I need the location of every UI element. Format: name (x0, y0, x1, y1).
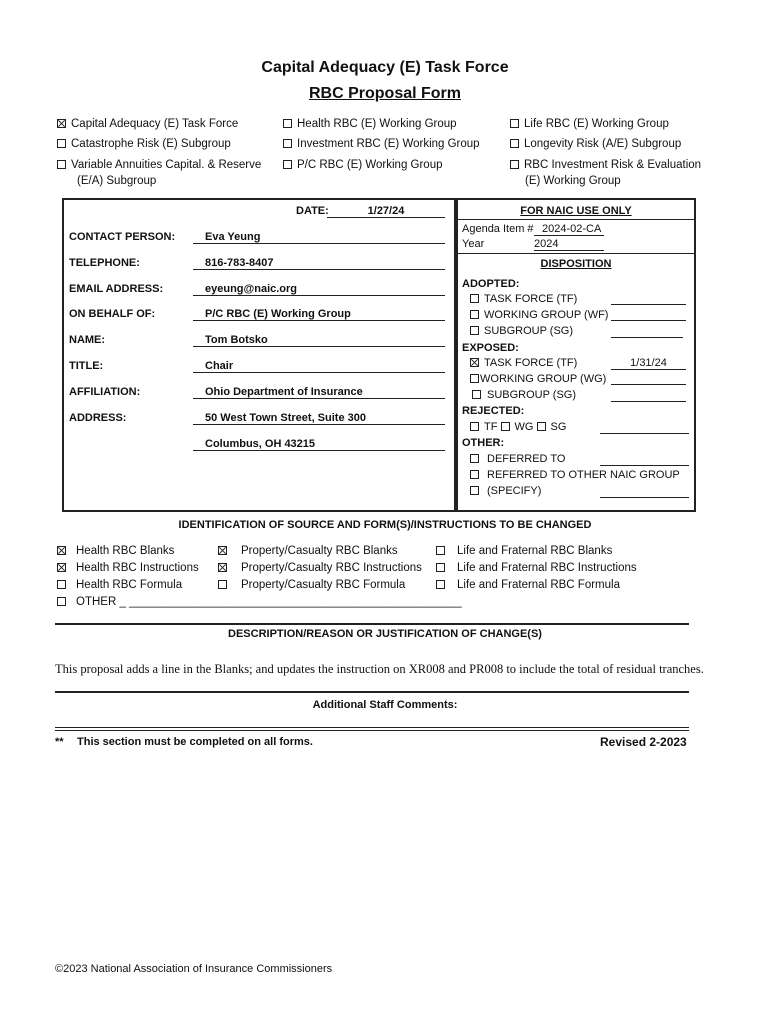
disposition-heading: DISPOSITION (540, 258, 612, 270)
form-checkbox-pc-formula[interactable]: Property/Casualty RBC Formula (218, 579, 405, 591)
email-field[interactable]: eyeung@naic.org (193, 283, 445, 296)
revised-label: Revised 2-2023 (600, 735, 687, 749)
deferred-checkbox[interactable]: DEFERRED TO (470, 453, 565, 465)
group-checkbox-longevity[interactable]: Longevity Risk (A/E) Subgroup (510, 138, 681, 150)
address-line1-field[interactable]: 50 West Town Street, Suite 300 (193, 412, 445, 425)
behalf-label: ON BEHALF OF: (69, 308, 156, 320)
checkbox-icon[interactable] (436, 563, 445, 572)
description-text: This proposal adds a line in the Blanks; and updates the instruction on XR008 and PR008 to include the total of residual tranches. (55, 662, 704, 676)
checkbox-icon[interactable] (510, 139, 519, 148)
date-field[interactable]: 1/27/24 (327, 205, 445, 218)
rejected-date-field[interactable] (600, 421, 689, 434)
checkbox-icon[interactable] (470, 454, 479, 463)
email-label: EMAIL ADDRESS: (69, 283, 164, 295)
name-label: NAME: (69, 334, 106, 346)
form-checkbox-life-formula[interactable]: Life and Fraternal RBC Formula (436, 579, 620, 591)
affiliation-label: AFFILIATION: (69, 386, 141, 398)
address-line2-field[interactable]: Columbus, OH 43215 (193, 438, 445, 451)
contact-person-label: CONTACT PERSON: (69, 231, 176, 243)
contact-box (62, 198, 456, 512)
checkbox-icon[interactable] (472, 390, 481, 399)
checkbox-icon[interactable] (470, 486, 479, 495)
group-checkbox-variable-annuities[interactable]: Variable Annuities Capital. & Reserve (57, 159, 261, 171)
group-checkbox-rbc-investment-risk[interactable]: RBC Investment Risk & Evaluation (510, 159, 701, 171)
checkbox-icon[interactable] (470, 310, 479, 319)
specify-checkbox[interactable]: (SPECIFY) (470, 485, 541, 497)
divider (55, 730, 689, 731)
date-label: DATE: (296, 205, 329, 217)
checkbox-icon[interactable] (470, 470, 479, 479)
form-checkbox-life-blanks[interactable]: Life and Fraternal RBC Blanks (436, 545, 612, 557)
rejected-tf-checkbox[interactable]: TF (470, 421, 497, 433)
divider (55, 727, 689, 728)
title-field[interactable]: Chair (193, 360, 445, 373)
adopted-wg-date-field[interactable] (611, 308, 686, 321)
staff-comments-heading: Additional Staff Comments: (312, 699, 458, 711)
checkbox-icon[interactable] (510, 160, 519, 169)
divider (458, 253, 694, 254)
checkbox-checked-icon[interactable] (57, 119, 66, 128)
agenda-label: Agenda Item # (462, 223, 534, 235)
group-label-continued: (E/A) Subgroup (77, 175, 157, 187)
checkbox-icon[interactable] (510, 119, 519, 128)
form-checkbox-life-instructions[interactable]: Life and Fraternal RBC Instructions (436, 562, 637, 574)
other-label: OTHER: (462, 437, 505, 449)
specify-field[interactable] (600, 485, 689, 498)
checkbox-icon[interactable] (57, 580, 66, 589)
telephone-label: TELEPHONE: (69, 257, 140, 269)
rejected-wg-checkbox[interactable]: WG (501, 421, 534, 433)
description-heading: DESCRIPTION/REASON OR JUSTIFICATION OF CHANGE(S) (228, 628, 542, 640)
divider (458, 219, 694, 220)
checkbox-icon[interactable] (283, 119, 292, 128)
checkbox-icon[interactable] (436, 580, 445, 589)
form-checkbox-other[interactable]: OTHER _ ____________________________________________________ (57, 596, 462, 608)
adopted-sg-checkbox[interactable]: SUBGROUP (SG) (470, 325, 573, 337)
divider (55, 691, 689, 693)
identification-heading: IDENTIFICATION OF SOURCE AND FORM(S)/INSTRUCTIONS TO BE CHANGED (178, 519, 592, 531)
checkbox-icon[interactable] (283, 160, 292, 169)
name-field[interactable]: Tom Botsko (193, 334, 445, 347)
group-checkbox-health-rbc[interactable]: Health RBC (E) Working Group (283, 118, 457, 130)
exposed-sg-date-field[interactable] (611, 389, 686, 402)
year-label: Year (462, 238, 485, 250)
required-note: This section must be completed on all forms. (77, 736, 313, 748)
telephone-field[interactable]: 816-783-8407 (193, 257, 445, 270)
exposed-wg-checkbox[interactable]: WORKING GROUP (WG) (470, 373, 606, 385)
checkbox-icon[interactable] (470, 326, 479, 335)
adopted-tf-checkbox[interactable]: TASK FORCE (TF) (470, 293, 577, 305)
group-checkbox-investment-rbc[interactable]: Investment RBC (E) Working Group (283, 138, 480, 150)
form-checkbox-health-formula[interactable]: Health RBC Formula (57, 579, 182, 591)
checkbox-checked-icon[interactable] (218, 546, 227, 555)
referred-checkbox[interactable]: REFERRED TO OTHER NAIC GROUP (470, 469, 680, 481)
checkbox-icon[interactable] (501, 422, 510, 431)
exposed-sg-checkbox[interactable]: SUBGROUP (SG) (472, 389, 576, 401)
checkbox-checked-icon[interactable] (57, 563, 66, 572)
exposed-tf-date-field[interactable]: 1/31/24 (611, 357, 686, 370)
title-label: TITLE: (69, 360, 104, 372)
rejected-sg-checkbox[interactable]: SG (537, 421, 567, 433)
checkbox-icon[interactable] (470, 374, 479, 383)
behalf-field[interactable]: P/C RBC (E) Working Group (193, 308, 445, 321)
rejected-label: REJECTED: (462, 405, 525, 417)
divider (55, 623, 689, 625)
form-checkbox-pc-instructions[interactable]: Property/Casualty RBC Instructions (218, 562, 422, 574)
naic-heading: FOR NAIC USE ONLY (520, 205, 632, 217)
checkbox-icon[interactable] (436, 546, 445, 555)
group-checkbox-pc-rbc[interactable]: P/C RBC (E) Working Group (283, 159, 443, 171)
adopted-wg-checkbox[interactable]: WORKING GROUP (WF) (470, 309, 608, 321)
affiliation-field[interactable]: Ohio Department of Insurance (193, 386, 445, 399)
rejected-options (470, 421, 566, 433)
checkbox-icon[interactable] (537, 422, 546, 431)
checkbox-icon[interactable] (470, 422, 479, 431)
checkbox-icon[interactable] (57, 139, 66, 148)
form-title: Capital Adequacy (E) Task Force (261, 59, 509, 76)
adopted-tf-date-field[interactable] (611, 292, 686, 305)
checkbox-checked-icon[interactable] (470, 358, 479, 367)
checkbox-icon[interactable] (283, 139, 292, 148)
adopted-sg-date-field[interactable] (611, 325, 683, 338)
required-note-stars: ** (55, 736, 64, 748)
copyright: ©2023 National Association of Insurance Commissioners (55, 963, 333, 975)
adopted-label: ADOPTED: (462, 278, 520, 290)
group-label-continued: (E) Working Group (525, 175, 621, 187)
group-checkbox-catastrophe[interactable]: Catastrophe Risk (E) Subgroup (57, 138, 231, 150)
group-checkbox-capital-adequacy[interactable]: Capital Adequacy (E) Task Force (57, 118, 238, 130)
form-subtitle: RBC Proposal Form (308, 85, 461, 102)
form-checkbox-pc-blanks[interactable]: Property/Casualty RBC Blanks (218, 545, 398, 557)
exposed-wg-date-field[interactable] (611, 372, 686, 385)
group-checkbox-life-rbc[interactable]: Life RBC (E) Working Group (510, 118, 669, 130)
checkbox-icon[interactable] (470, 294, 479, 303)
year-field[interactable]: 2024 (534, 238, 604, 251)
exposed-tf-checkbox[interactable]: TASK FORCE (TF) (470, 357, 577, 369)
checkbox-icon[interactable] (57, 597, 66, 606)
exposed-label: EXPOSED: (462, 342, 519, 354)
form-checkbox-health-instructions[interactable]: Health RBC Instructions (57, 562, 199, 574)
checkbox-icon[interactable] (218, 580, 227, 589)
deferred-field[interactable] (600, 453, 689, 466)
checkbox-checked-icon[interactable] (57, 546, 66, 555)
checkbox-checked-icon[interactable] (218, 563, 227, 572)
checkbox-icon[interactable] (57, 160, 66, 169)
form-checkbox-health-blanks[interactable]: Health RBC Blanks (57, 545, 174, 557)
address-label: ADDRESS: (69, 412, 127, 424)
contact-person-field[interactable]: Eva Yeung (193, 231, 445, 244)
agenda-field[interactable]: 2024-02-CA (534, 223, 604, 236)
